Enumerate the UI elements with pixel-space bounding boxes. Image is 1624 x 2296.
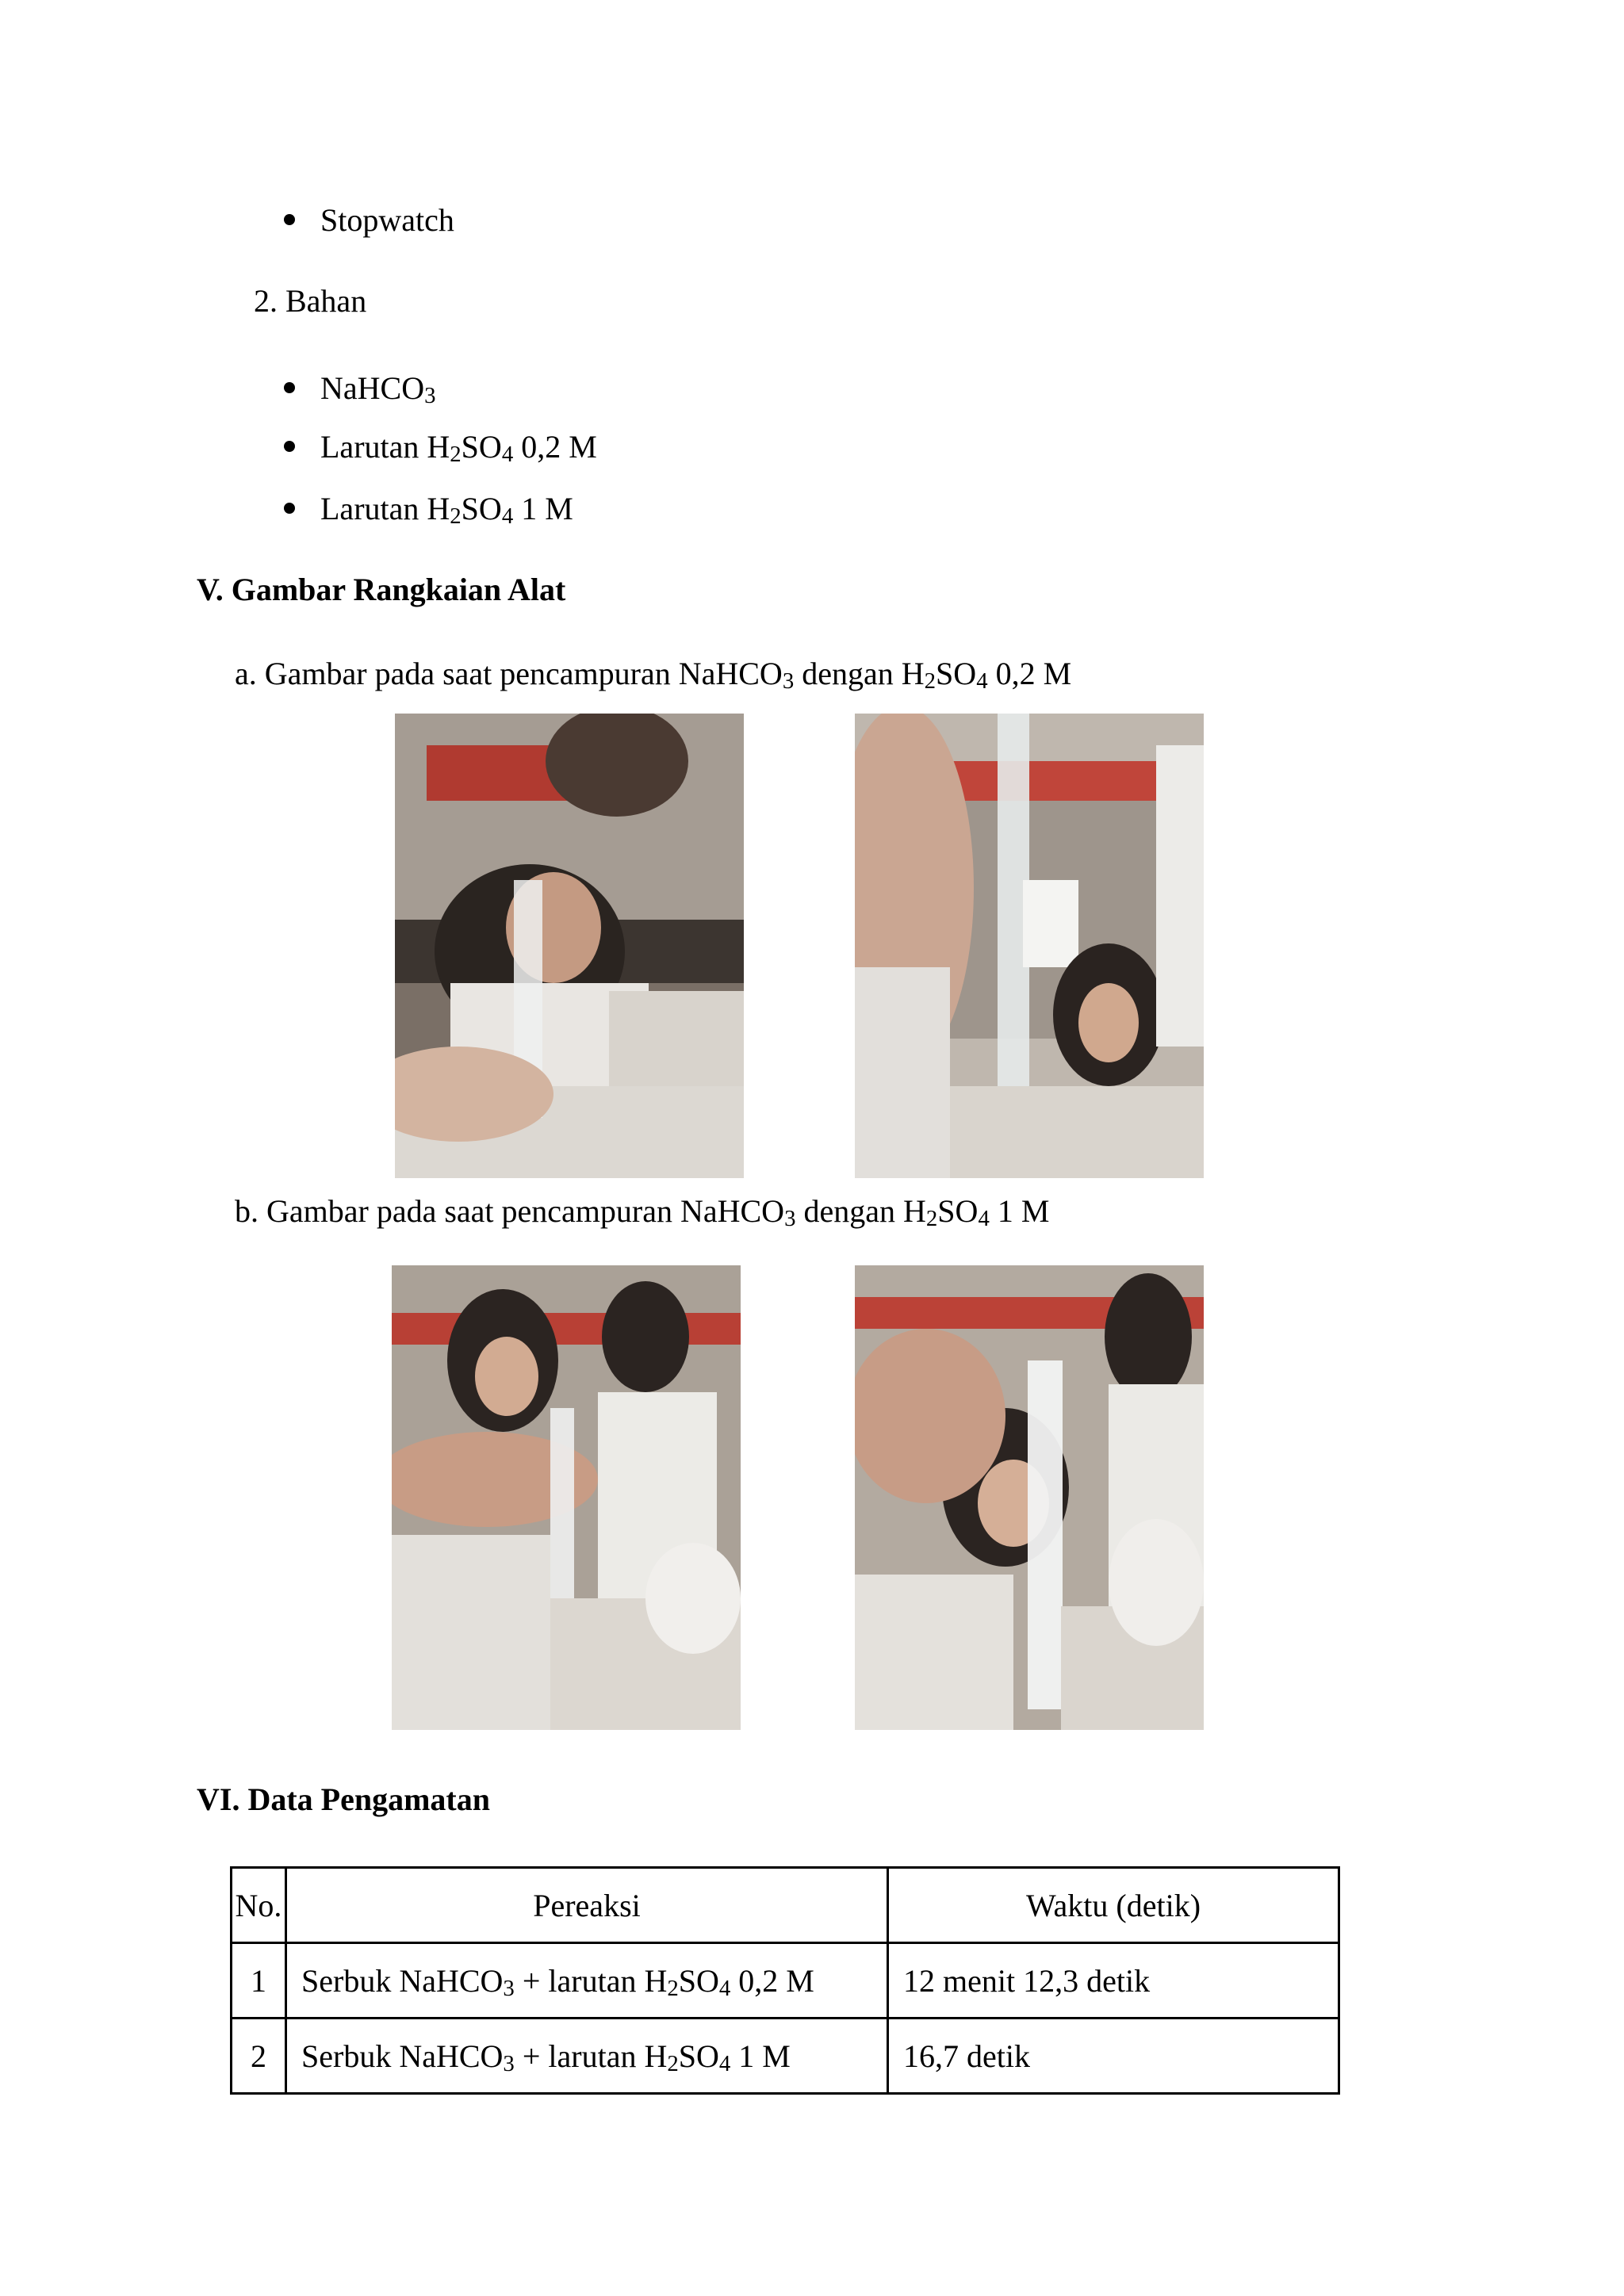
list-item-h2so4-02: Larutan $H_2SO_4$ 0,2 M <box>320 429 597 468</box>
section-vi-title: VI. Data Pengamatan <box>197 1781 490 1817</box>
photo-a2 <box>855 714 1204 1178</box>
photo-b2 <box>855 1265 1204 1730</box>
section-v-title: V. Gambar Rangkaian Alat <box>197 572 566 607</box>
header-waktu: Waktu (detik) <box>888 1868 1339 1943</box>
list-item-h2so4-1: Larutan $H_2SO_4$ 1 M <box>320 491 573 530</box>
table-row <box>232 2019 1339 2094</box>
bullet <box>284 214 295 225</box>
observation-table <box>230 1866 1340 2095</box>
bullet <box>284 503 295 514</box>
cell-no: 1 <box>232 1943 286 2019</box>
table-row <box>232 1943 1339 2019</box>
figure-a-caption: a. Gambar pada saat pencampuran NaHCO$_3$ dengan $H_2SO_4$ 0,2 M <box>235 656 1072 695</box>
cell-waktu: 16,7 detik <box>888 2019 1339 2094</box>
bahan-heading: 2. Bahan <box>254 283 367 319</box>
list-item-stopwatch: Stopwatch <box>320 202 454 238</box>
bullet <box>284 441 295 452</box>
header-pereaksi: Pereaksi <box>286 1868 888 1943</box>
cell-pereaksi: Serbuk NaHCO$_3$ + larutan $H_2SO_4$ 0,2 M <box>286 1943 888 2019</box>
cell-waktu: 12 menit 12,3 detik <box>888 1943 1339 2019</box>
bullet <box>284 382 295 393</box>
cell-pereaksi: Serbuk NaHCO$_3$ + larutan $H_2SO_4$ 1 M <box>286 2019 888 2094</box>
photo-b1 <box>392 1265 741 1730</box>
header-no: No. <box>232 1868 286 1943</box>
list-item-nahco3: NaHCO$_3$ <box>320 370 436 409</box>
table-header-row <box>232 1868 1339 1943</box>
cell-no: 2 <box>232 2019 286 2094</box>
photo-a1 <box>395 714 744 1178</box>
figure-b-caption: b. Gambar pada saat pencampuran NaHCO$_3$ dengan $H_2SO_4$ 1 M <box>235 1193 1050 1232</box>
